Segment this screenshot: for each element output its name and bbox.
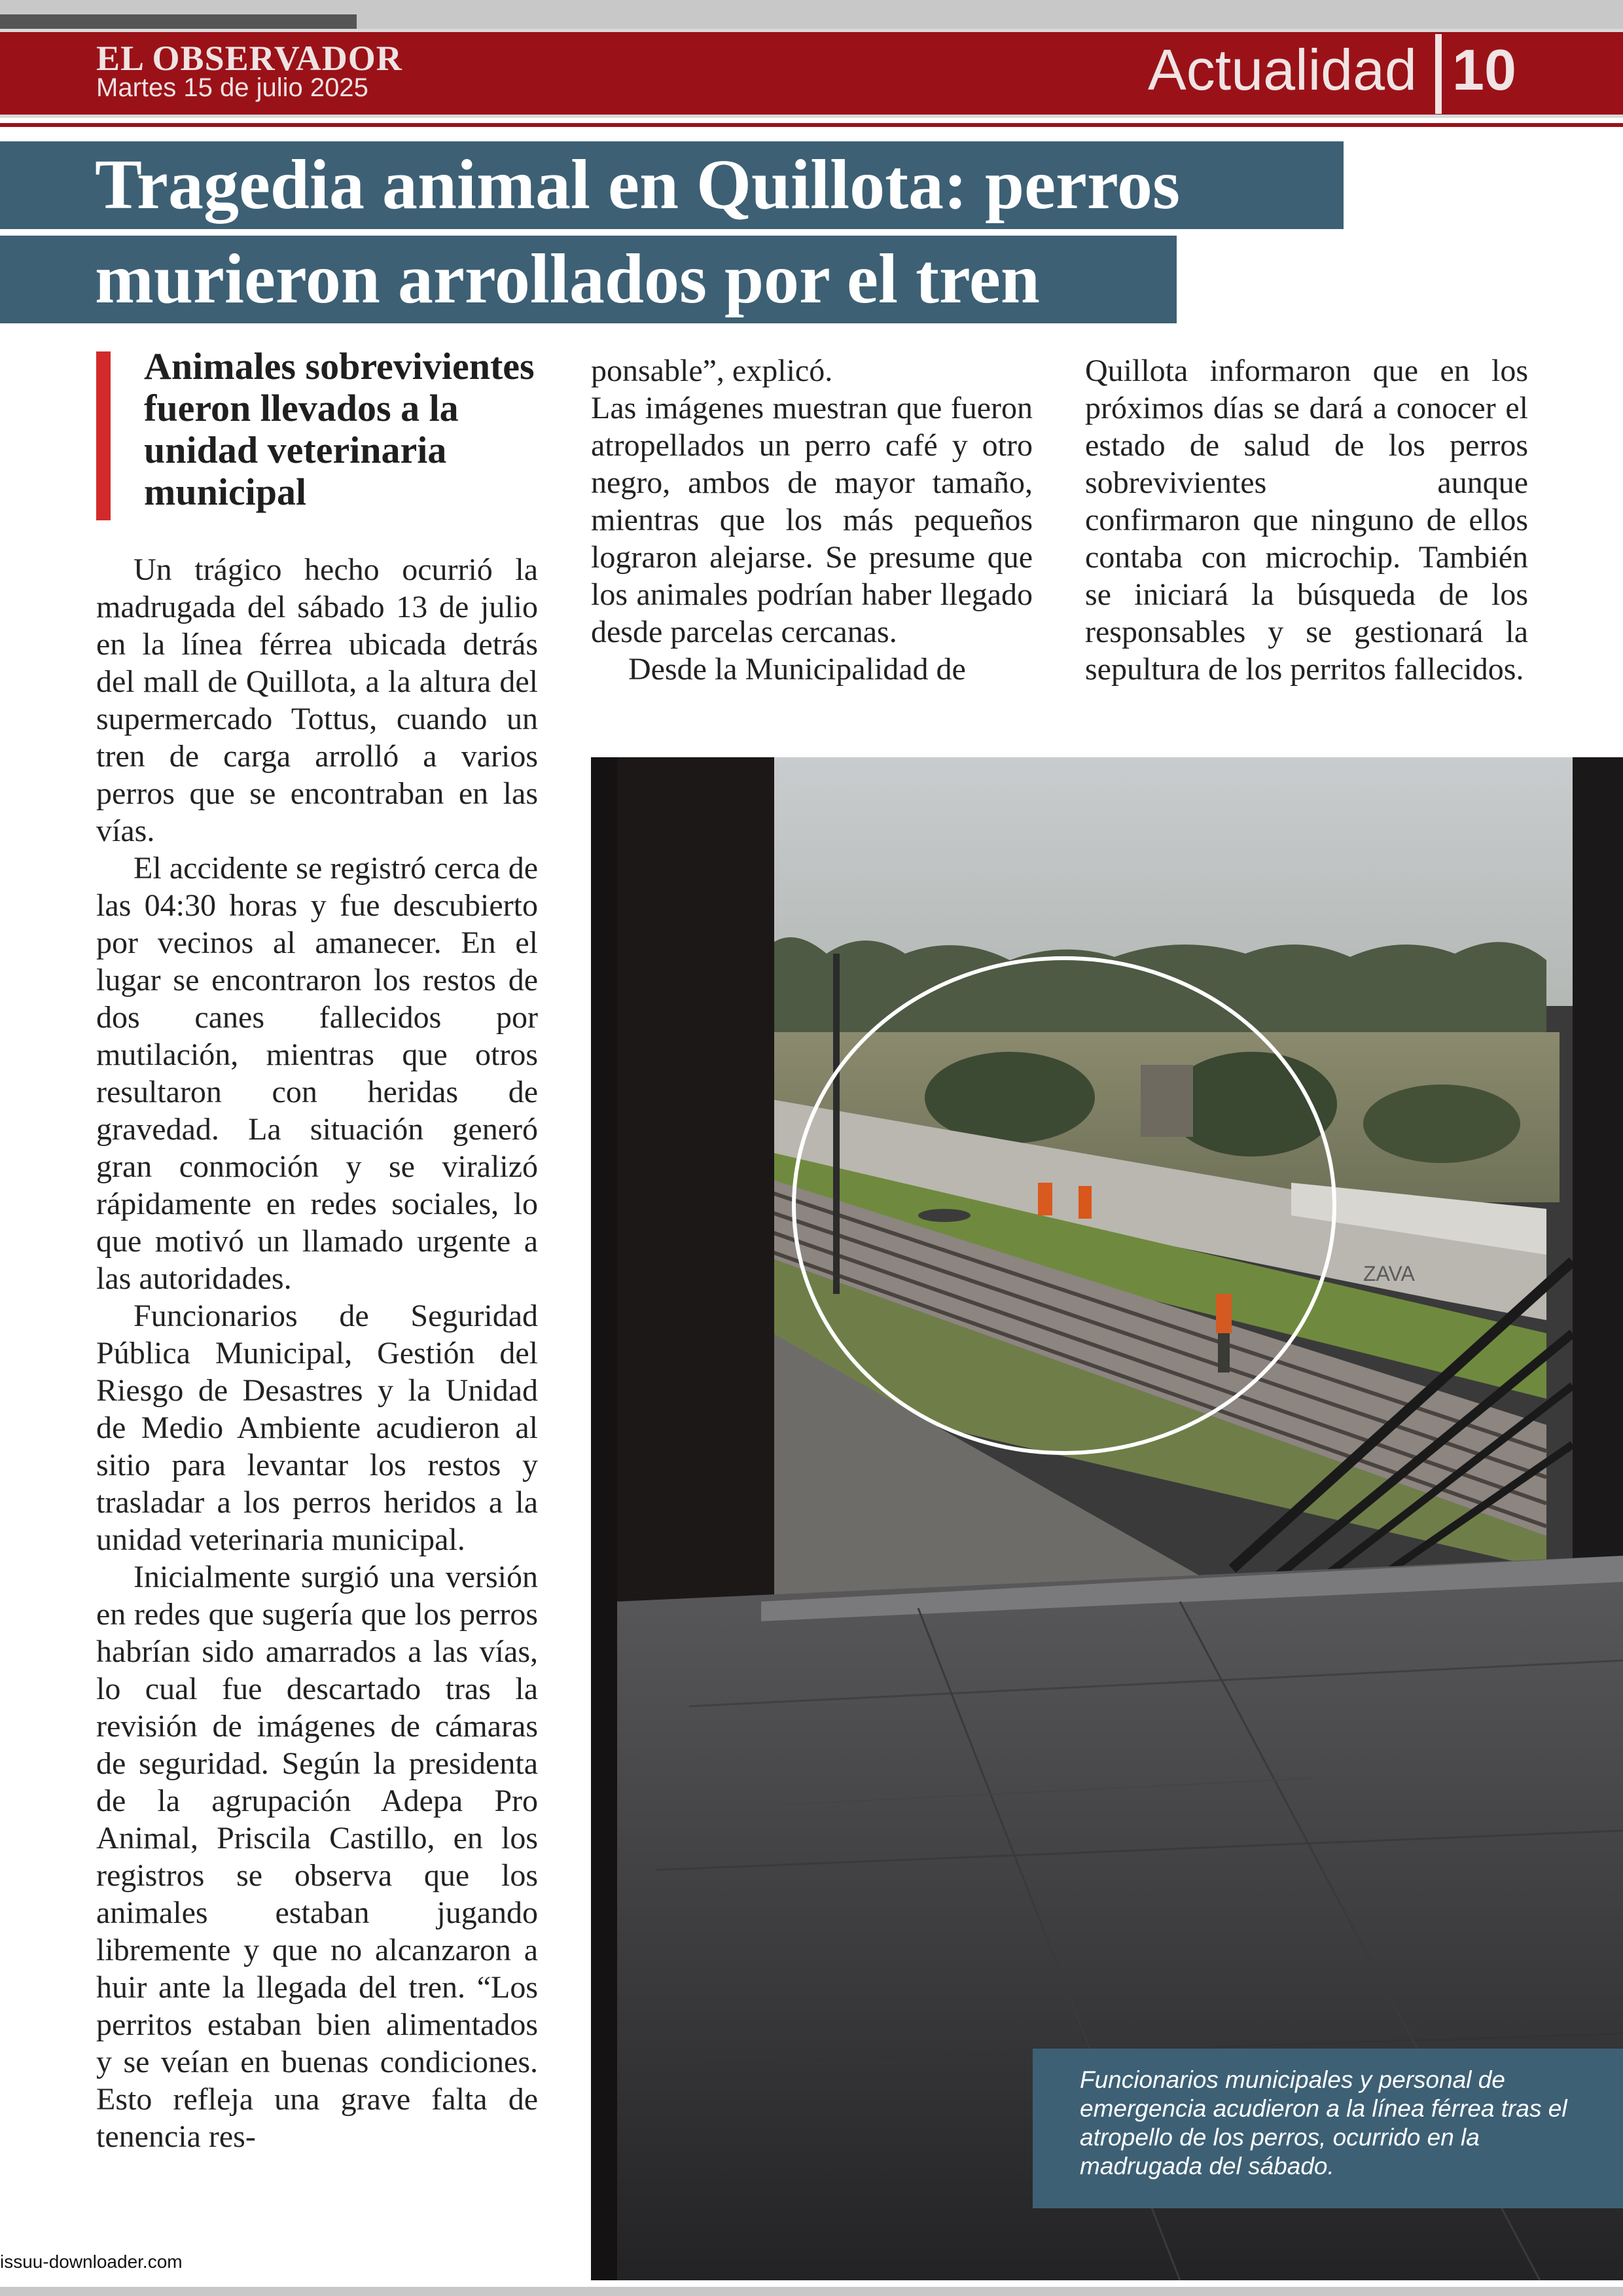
photo-caption: Funcionarios municipales y personal de emergencia acudieron a la línea férrea tras el atropello de los perros, ocurrido en la madrugada del sábado.: [1033, 2049, 1623, 2208]
paragraph: Un trágico hecho ocurrió la madrugada del sábado 13 de julio en la línea férrea ubicada detrás del mall de Quillota, a la altura del supermercado Tottus, cuando un tren de carga arrolló a varios perros que se encontraban en las vías.: [96, 552, 538, 848]
section-separator: [1435, 34, 1442, 114]
section-name: Actualidad: [1148, 37, 1417, 102]
paragraph: Las imágenes muestran que fueron atropellados un perro café y otro negro, ambos de mayor tamaño, mientras que los más pequeños lograron alejarse. Se presume que los animales podrían haber llegado desde parcelas cercanas.: [591, 391, 1033, 649]
headline-line-2: murieron arrollados por el tren: [0, 236, 1177, 323]
paragraph: El accidente se registró cerca de las 04:30 horas y fue descubierto por vecinos al amanecer. En el lugar se encontraron los restos de dos canes fallecidos por mutilación, mientras que otros resultaron con heridas de gravedad. La situación generó gran conmoción y se viralizó rápidamente en redes sociales, lo que motivó un llamado urgente a las autoridades.: [96, 851, 538, 1296]
paragraph: Desde la Municipalidad de: [628, 652, 966, 687]
subheadline: Animales sobrevivientes fueron llevados a la unidad veterinaria municipal: [144, 345, 535, 513]
headline-line-1: Tragedia animal en Quillota: perros: [0, 141, 1344, 229]
page-number: 10: [1452, 37, 1516, 102]
subheadline-accent-bar: [96, 351, 111, 520]
bottom-gray-strip: [0, 2287, 1623, 2296]
paragraph: ponsable”, explicó.: [591, 353, 833, 388]
paragraph: Inicialmente surgió una versión en redes que sugería que los perros habrían sido amarrados a las vías, lo cual fue descartado tras la revisión de imágenes de cámaras de seguridad. Según la presidenta de la agrupación Adepa Pro Animal, Priscila Castillo, en los registros se observa que los animales estaban jugando libremente y que no alcanzaron a huir ante la llegada del tren. “Los perritos estaban bien alimentados y se veían en buenas condiciones. Esto refleja una grave falta de tenencia res-: [96, 1560, 538, 2154]
article-column-3: [1085, 352, 1528, 688]
article-column-2: [591, 352, 1033, 688]
paragraph: Quillota informaron que en los próximos días se dará a conocer el estado de salud de los perros sobrevivientes aunque confirmaron que ninguno de ellos contaba con microchip. También se iniciará la búsqueda de los responsables y se gestionará la sepultura de los perritos fallecidos.: [1085, 353, 1528, 687]
source-watermark: issuu-downloader.com: [0, 2251, 183, 2272]
issue-date: Martes 15 de julio 2025: [96, 73, 368, 102]
wall-graffiti: ZAVA: [1363, 1262, 1415, 1285]
article-column-1: [96, 551, 538, 2155]
top-dark-strip: [0, 14, 357, 29]
paragraph: Funcionarios de Seguridad Pública Municipal, Gestión del Riesgo de Desastres y la Unidad de Medio Ambiente acudieron al sitio para levantar los restos y trasladar a los perros heridos a la unidad veterinaria municipal.: [96, 1299, 538, 1557]
masthead: EL OBSERVADOR: [96, 39, 402, 78]
header-underline: [0, 123, 1623, 127]
